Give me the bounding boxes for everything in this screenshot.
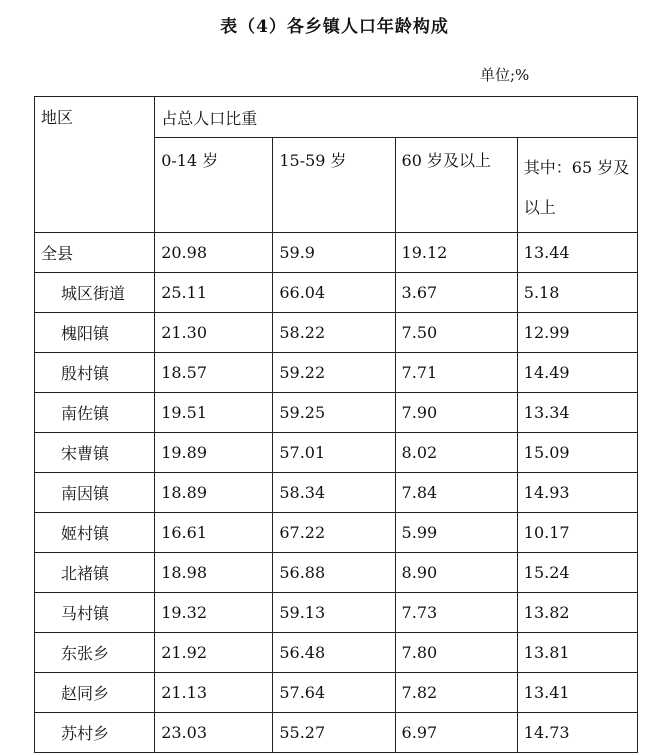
table-row xyxy=(35,353,638,393)
region-name: 东张乡 xyxy=(35,633,155,673)
region-name: 城区街道 xyxy=(35,273,155,313)
table-row xyxy=(35,673,638,713)
table-row xyxy=(35,553,638,593)
region-name: 赵同乡 xyxy=(35,673,155,713)
header-group: 占总人口比重 xyxy=(155,97,638,138)
table-title: 表（4）各乡镇人口年龄构成 xyxy=(220,17,449,37)
value-cell: 19.51 xyxy=(155,393,273,433)
value-cell: 19.12 xyxy=(395,233,517,273)
value-cell: 14.73 xyxy=(517,713,637,753)
value-cell: 59.25 xyxy=(273,393,395,433)
value-cell: 58.34 xyxy=(273,473,395,513)
value-cell: 7.50 xyxy=(395,313,517,353)
value-cell: 12.99 xyxy=(517,313,637,353)
value-cell: 23.03 xyxy=(155,713,273,753)
value-cell: 57.64 xyxy=(273,673,395,713)
header-region: 地区 xyxy=(35,97,155,233)
header-col-0-14: 0-14 岁 xyxy=(155,138,273,233)
value-cell: 7.90 xyxy=(395,393,517,433)
value-cell: 21.92 xyxy=(155,633,273,673)
value-cell: 21.13 xyxy=(155,673,273,713)
table-row xyxy=(35,593,638,633)
value-cell: 59.22 xyxy=(273,353,395,393)
value-cell: 15.09 xyxy=(517,433,637,473)
value-cell: 7.73 xyxy=(395,593,517,633)
value-cell: 55.27 xyxy=(273,713,395,753)
value-cell: 3.67 xyxy=(395,273,517,313)
table-row xyxy=(35,713,638,753)
value-cell: 19.89 xyxy=(155,433,273,473)
value-cell: 56.88 xyxy=(273,553,395,593)
table-row xyxy=(35,313,638,353)
value-cell: 67.22 xyxy=(273,513,395,553)
value-cell: 20.98 xyxy=(155,233,273,273)
value-cell: 18.89 xyxy=(155,473,273,513)
value-cell: 5.18 xyxy=(517,273,637,313)
header-col-60-plus: 60 岁及以上 xyxy=(395,138,517,233)
table-row xyxy=(35,273,638,313)
value-cell: 59.9 xyxy=(273,233,395,273)
value-cell: 13.44 xyxy=(517,233,637,273)
region-name: 槐阳镇 xyxy=(35,313,155,353)
region-name: 苏村乡 xyxy=(35,713,155,753)
value-cell: 57.01 xyxy=(273,433,395,473)
value-cell: 7.71 xyxy=(395,353,517,393)
table-row xyxy=(35,233,638,273)
value-cell: 21.30 xyxy=(155,313,273,353)
value-cell: 7.84 xyxy=(395,473,517,513)
value-cell: 19.32 xyxy=(155,593,273,633)
value-cell: 5.99 xyxy=(395,513,517,553)
value-cell: 14.49 xyxy=(517,353,637,393)
value-cell: 13.41 xyxy=(517,673,637,713)
header-row-group xyxy=(35,97,638,138)
value-cell: 15.24 xyxy=(517,553,637,593)
table-row xyxy=(35,433,638,473)
table-row xyxy=(35,633,638,673)
value-cell: 58.22 xyxy=(273,313,395,353)
header-col-15-59: 15-59 岁 xyxy=(273,138,395,233)
value-cell: 13.34 xyxy=(517,393,637,433)
value-cell: 7.80 xyxy=(395,633,517,673)
value-cell: 8.90 xyxy=(395,553,517,593)
value-cell: 59.13 xyxy=(273,593,395,633)
value-cell: 18.57 xyxy=(155,353,273,393)
value-cell: 7.82 xyxy=(395,673,517,713)
value-cell: 10.17 xyxy=(517,513,637,553)
unit-label: 单位;% xyxy=(480,66,530,84)
region-name: 北褚镇 xyxy=(35,553,155,593)
value-cell: 8.02 xyxy=(395,433,517,473)
value-cell: 14.93 xyxy=(517,473,637,513)
value-cell: 56.48 xyxy=(273,633,395,673)
value-cell: 16.61 xyxy=(155,513,273,553)
value-cell: 18.98 xyxy=(155,553,273,593)
value-cell: 66.04 xyxy=(273,273,395,313)
value-cell: 6.97 xyxy=(395,713,517,753)
region-name: 南因镇 xyxy=(35,473,155,513)
region-name: 马村镇 xyxy=(35,593,155,633)
region-name: 南佐镇 xyxy=(35,393,155,433)
value-cell: 13.81 xyxy=(517,633,637,673)
value-cell: 13.82 xyxy=(517,593,637,633)
population-age-table xyxy=(34,96,638,753)
region-name: 全县 xyxy=(35,233,155,273)
table-row xyxy=(35,393,638,433)
table-row xyxy=(35,513,638,553)
value-cell: 25.11 xyxy=(155,273,273,313)
table-row xyxy=(35,473,638,513)
region-name: 宋曹镇 xyxy=(35,433,155,473)
header-col-65-plus: 其中：65 岁及以上 xyxy=(517,138,637,233)
region-name: 殷村镇 xyxy=(35,353,155,393)
region-name: 姬村镇 xyxy=(35,513,155,553)
